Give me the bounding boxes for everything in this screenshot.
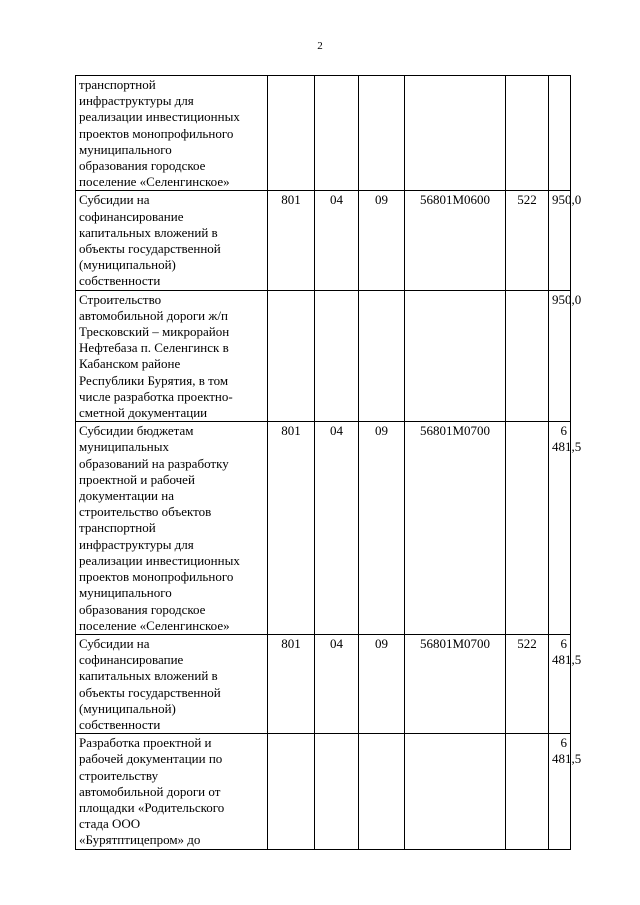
name-line: Республики Бурятия, в том [79, 372, 229, 388]
table-body [76, 76, 582, 850]
cell-section: 04 [315, 634, 359, 733]
name-line: поселение «Селенгинское» [79, 617, 230, 633]
name-line: софинансировапие [79, 652, 184, 668]
name-line: транспортной [79, 77, 156, 92]
name-line: проектной и рабочей [79, 471, 195, 487]
cell-amount [549, 76, 571, 191]
name-line: реализации инвестиционных [79, 552, 240, 568]
name-line: капитальных вложений в [79, 668, 218, 684]
cell-name [76, 422, 268, 635]
cell-section: 04 [315, 191, 359, 290]
cell-amount: 950,0 [549, 191, 571, 290]
cell-subsection [359, 76, 405, 191]
cell-target-article [405, 734, 506, 849]
name-line: сметной документации [79, 405, 208, 421]
name-line: стада ООО [79, 816, 141, 832]
name-line: муниципальных [79, 439, 170, 455]
cell-subsection: 09 [359, 191, 405, 290]
table-row [76, 76, 571, 191]
name-line: инфраструктуры для [79, 536, 194, 552]
name-line: поселение «Селенгинское» [79, 174, 230, 190]
name-line: проектов монопрофильного [79, 125, 234, 141]
name-line: автомобильной дороги ж/п [79, 307, 228, 323]
name-line: площадки «Родительского [79, 799, 225, 815]
name-line: документации на [79, 488, 174, 504]
cell-code [268, 76, 315, 191]
cell-name [76, 734, 268, 849]
name-line: (муниципальной) [79, 257, 176, 273]
name-line: муниципального [79, 141, 172, 157]
name-line: капитальных вложений в [79, 224, 218, 240]
cell-target-article: 56801М0600 [405, 191, 506, 290]
cell-amount: 950,0 [549, 290, 571, 422]
name-line: Строительство [79, 291, 162, 307]
cell-name [76, 290, 268, 422]
table-row [76, 734, 571, 849]
name-line: строительство объектов [79, 504, 212, 520]
cell-subsection: 09 [359, 422, 405, 635]
cell-target-article [405, 76, 506, 191]
name-line: образования городское [79, 158, 206, 174]
name-line: Тресковский – микрорайон [79, 324, 230, 340]
name-line: Кабанском районе [79, 356, 181, 372]
cell-subsection: 09 [359, 634, 405, 733]
name-line: автомобильной дороги от [79, 783, 221, 799]
budget-table [75, 75, 582, 850]
cell-subsection [359, 290, 405, 422]
cell-section [315, 290, 359, 422]
cell-section [315, 734, 359, 849]
name-line: образования городское [79, 601, 206, 617]
cell-name [76, 191, 268, 290]
cell-subsection [359, 734, 405, 849]
cell-amount: 6 481,5 [549, 734, 571, 849]
cell-expense-type [506, 734, 549, 849]
cell-code [268, 734, 315, 849]
name-line: Субсидии бюджетам [79, 423, 194, 439]
name-line: проектов монопрофильного [79, 569, 234, 585]
name-line: инфраструктуры для [79, 93, 194, 109]
cell-name [76, 634, 268, 733]
name-line: числе разработка проектно- [79, 388, 233, 404]
table-row [76, 191, 571, 290]
name-line: реализации инвестиционных [79, 109, 240, 125]
cell-code: 801 [268, 422, 315, 635]
name-line: Субсидии на [79, 635, 150, 651]
cell-name [76, 76, 268, 191]
cell-target-article: 56801М0700 [405, 634, 506, 733]
name-line: софинансирование [79, 208, 184, 224]
cell-code: 801 [268, 634, 315, 733]
name-line: Разработка проектной и [79, 735, 212, 751]
name-line: рабочей документации по [79, 751, 223, 767]
name-line: образований на разработку [79, 455, 229, 471]
name-line: собственности [79, 716, 161, 732]
cell-target-article [405, 290, 506, 422]
cell-expense-type: 522 [506, 634, 549, 733]
cell-target-article: 56801М0700 [405, 422, 506, 635]
cell-amount: 6 481,5 [549, 634, 571, 733]
cell-section [315, 76, 359, 191]
cell-expense-type [506, 422, 549, 635]
cell-code [268, 290, 315, 422]
cell-expense-type [506, 76, 549, 191]
name-line: Субсидии на [79, 192, 150, 208]
table-row [76, 290, 571, 422]
cell-expense-type [506, 290, 549, 422]
cell-expense-type: 522 [506, 191, 549, 290]
cell-code: 801 [268, 191, 315, 290]
table-row [76, 422, 571, 635]
cell-amount: 6 481,5 [549, 422, 571, 635]
name-line: собственности [79, 273, 161, 289]
name-line: муниципального [79, 585, 172, 601]
table-row [76, 634, 571, 733]
name-line: объекты государственной [79, 684, 221, 700]
cell-section: 04 [315, 422, 359, 635]
name-line: «Бурятптицепром» до [79, 832, 201, 848]
name-line: Нефтебаза п. Селенгинск в [79, 340, 229, 356]
name-line: транспортной [79, 520, 156, 536]
name-line: объекты государственной [79, 241, 221, 257]
name-line: строительству [79, 767, 159, 783]
name-line: (муниципальной) [79, 700, 176, 716]
page-number: 2 [317, 40, 323, 52]
